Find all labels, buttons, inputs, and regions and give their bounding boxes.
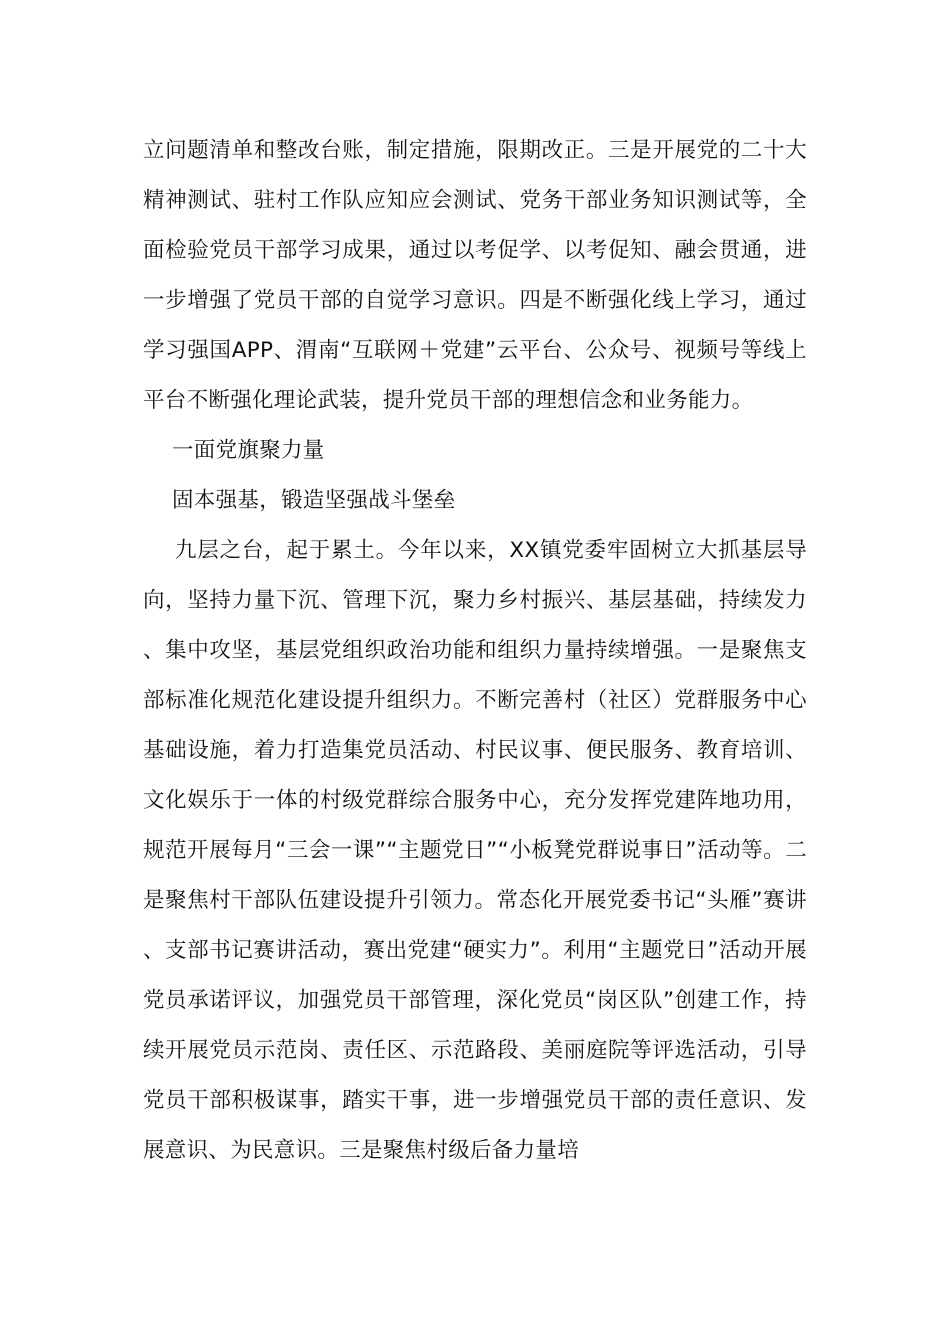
paragraph-continuation: 立问题清单和整改台账，制定措施，限期改正。三是开展党的二十大精神测试、驻村工作队应知应会测试、党务干部业务知识测试等，全面检验党员干部学习成果，通过以考促学、以考促知、融会贯通，进一步增强了党员干部的自觉学习意识。四是不断强化线上学习，通过学习强国APP、渭南“互联网＋党建”云平台、公众号、视频号等线上平台不断强化理论武装，提升党员干部的理想信念和业务能力。 bbox=[143, 138, 807, 413]
subsection-heading: 固本强基，锻造坚强战斗堡垒 bbox=[172, 488, 456, 513]
section-heading: 一面党旗聚力量 bbox=[172, 438, 325, 463]
paragraph-body: 九层之台，起于累土。今年以来，XX镇党委牢固树立大抓基层导向，坚持力量下沉、管理下沉，聚力乡村振兴、基层基础，持续发力、集中攻坚，基层党组织政治功能和组织力量持续增强。一是聚焦支部标准化规范化建设提升组织力。不断完善村（社区）党群服务中心基础设施，着力打造集党员活动、村民议事、便民服务、教育培训、文化娱乐于一体的村级党群综合服务中心，充分发挥党建阵地功用，规范开展每月“三会一课”“主题党日”“小板凳党群说事日”活动等。二是聚焦村干部队伍建设提升引领力。常态化开展党委书记“头雁”赛讲、支部书记赛讲活动，赛出党建“硬实力”。利用“主题党日”活动开展党员承诺评议，加强党员干部管理，深化党员“岗区队”创建工作，持续开展党员示范岗、责任区、示范路段、美丽庭院等评选活动，引导党员干部积极谋事，踏实干事，进一步增强党员干部的责任意识、发展意识、为民意识。三是聚焦村级后备力量培 bbox=[143, 538, 807, 1163]
document-body bbox=[143, 126, 807, 1176]
